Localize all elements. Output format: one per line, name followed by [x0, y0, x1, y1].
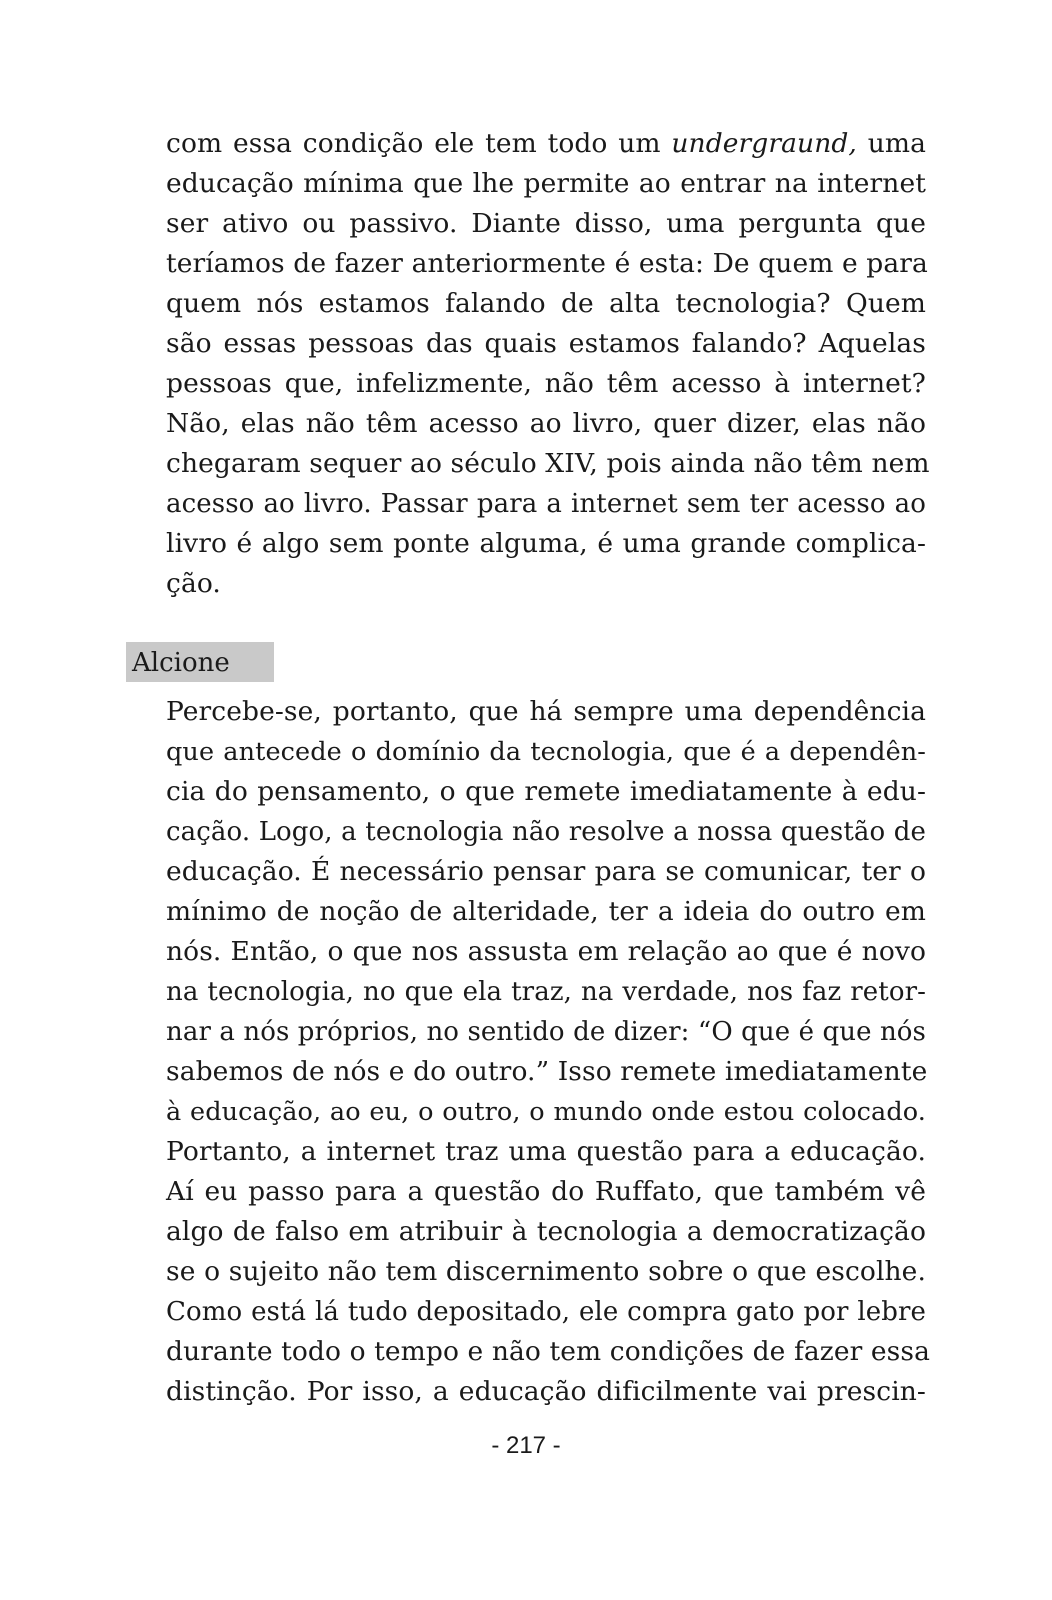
text-line: ção. — [166, 568, 221, 599]
text-line: acesso ao livro. Passar para a internet sem ter acesso ao — [166, 489, 926, 519]
text-line: nós. Então, o que nos assusta em relação ao que é novo — [166, 936, 926, 967]
text-line: Não, elas não têm acesso ao livro, quer dizer, elas não — [166, 408, 926, 439]
text-line: distinção. Por isso, a educação dificilmente vai prescin- — [166, 1376, 926, 1407]
text-line: Aí eu passo para a questão do Ruffato, que também vê — [166, 1176, 926, 1207]
text-line: com essa condição ele tem todo um undergraund, uma — [166, 128, 926, 159]
text-line: durante todo o tempo e não tem condições de fazer essa — [166, 1336, 930, 1367]
text-line: que antecede o domínio da tecnologia, que é a dependên- — [166, 737, 926, 767]
text-line: cação. Logo, a tecnologia não resolve a nossa questão de — [166, 817, 926, 847]
text-line: sabemos de nós e do outro.” Isso remete imediatamente — [166, 1056, 928, 1087]
text-line: Portanto, a internet traz uma questão para a educação. — [166, 1136, 926, 1167]
text-line: mínimo de noção de alteridade, ter a ideia do outro em — [166, 896, 926, 927]
text-line: quem nós estamos falando de alta tecnologia? Quem — [166, 288, 926, 319]
text-line: ser ativo ou passivo. Diante disso, uma pergunta que — [166, 208, 926, 239]
text-line: educação mínima que lhe permite ao entrar na internet — [166, 168, 926, 199]
text-line: Percebe-se, portanto, que há sempre uma dependência — [166, 696, 926, 727]
text-line: na tecnologia, no que ela traz, na verdade, nos faz retor- — [166, 977, 926, 1007]
text-line: chegaram sequer ao século XIV, pois ainda não têm nem — [166, 448, 930, 479]
text-line: se o sujeito não tem discernimento sobre o que escolhe. — [166, 1256, 926, 1287]
text-line: nar a nós próprios, no sentido de dizer: “O que é que nós — [166, 1017, 926, 1047]
text-line: teríamos de fazer anteriormente é esta: De quem e para — [166, 248, 928, 279]
text-line: educação. É necessário pensar para se comunicar, ter o — [166, 856, 926, 887]
paragraph-2 — [166, 692, 930, 1412]
text-line: livro é algo sem ponte alguma, é uma grande complica- — [166, 528, 926, 559]
text-line: Como está lá tudo depositado, ele compra gato por lebre — [166, 1297, 926, 1327]
page-number: - 217 - — [491, 1432, 561, 1459]
paragraph-1 — [166, 124, 930, 604]
text-line: algo de falso em atribuir à tecnologia a democratização — [166, 1216, 926, 1247]
text-line: à educação, ao eu, o outro, o mundo onde estou colocado. — [166, 1097, 926, 1127]
text-line: são essas pessoas das quais estamos falando? Aquelas — [166, 328, 926, 359]
text-line: cia do pensamento, o que remete imediatamente à edu- — [166, 776, 926, 807]
italic-term: undergraund, — [671, 128, 857, 159]
text-line: pessoas que, infelizmente, não têm acesso à internet? — [166, 368, 926, 399]
speaker-label: Alcione — [126, 642, 274, 682]
